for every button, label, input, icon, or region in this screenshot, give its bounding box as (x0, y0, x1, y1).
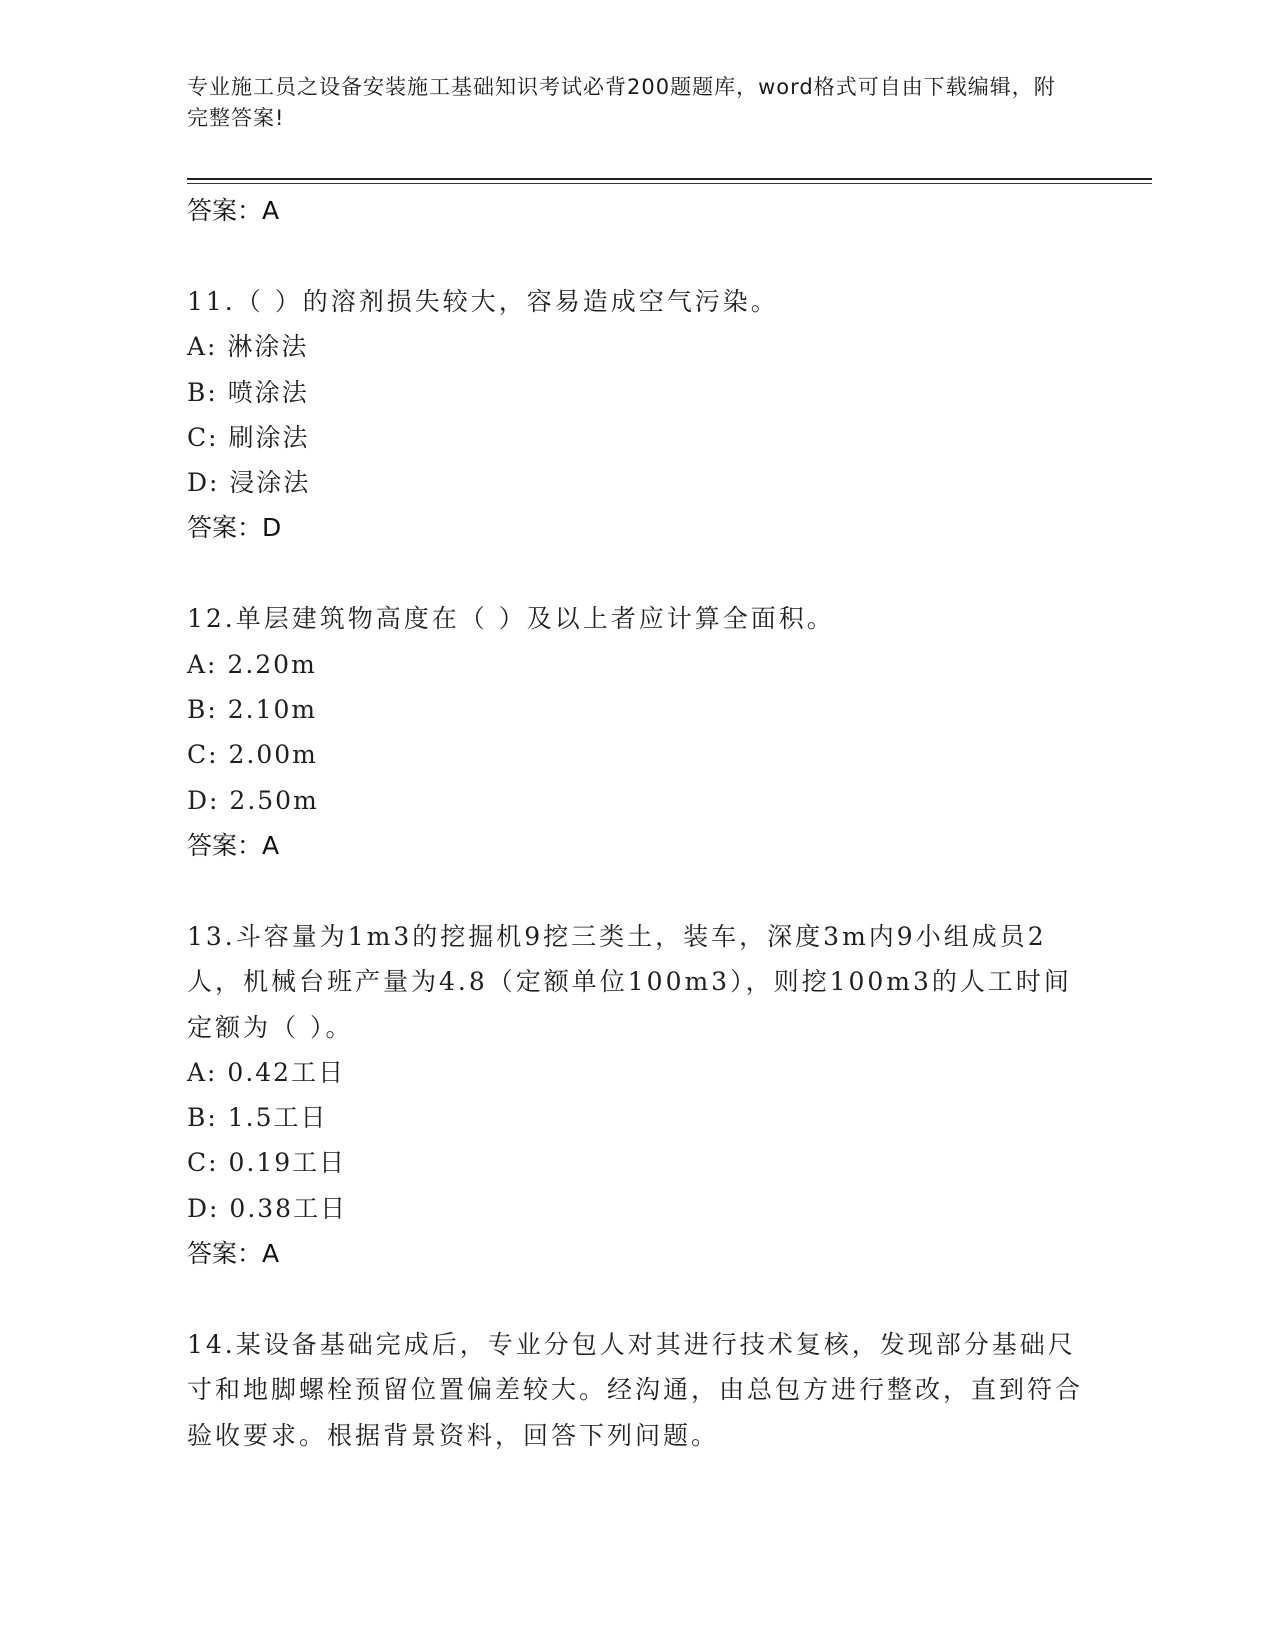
question-13 (187, 914, 1087, 1276)
option-d: D: 0.38工日 (187, 1193, 348, 1223)
option-c: C: 0.19工日 (187, 1148, 347, 1178)
question-text: 11.（ ）的溶剂损失较大，容易造成空气污染。 (187, 287, 779, 316)
answer-q11: 答案：D (187, 513, 282, 543)
option-b: B: 2.10m (187, 695, 318, 725)
question-text: 13.斗容量为1m3的挖掘机9挖三类土，装车，深度3m内9小组成员2人，机械台班产量为4.8（定额单位100m3），则挖100m3的人工时间定额为（ ）。 (187, 921, 1072, 1042)
question-text: 12.单层建筑物高度在（ ）及以上者应计算全面积。 (187, 604, 835, 634)
option-c: C: 2.00m (187, 740, 318, 770)
question-list (187, 188, 1087, 1458)
option-a: A: 0.42工日 (187, 1057, 346, 1087)
question-11 (187, 279, 1087, 550)
option-a: A: 2.20m (187, 649, 317, 679)
answer-q10: 答案：A (187, 196, 280, 225)
option-b: B: 1.5工日 (187, 1103, 328, 1133)
option-d: D: 2.50m (187, 785, 319, 815)
option-b: B: 喷涂法 (187, 377, 309, 407)
option-d: D: 浸涂法 (187, 468, 311, 498)
question-12 (187, 596, 1087, 867)
answer-q13: 答案：A (187, 1239, 280, 1269)
header-rule-thin (187, 183, 1152, 184)
option-c: C: 刷涂法 (187, 422, 310, 452)
option-a: A: 淋涂法 (187, 332, 309, 362)
header-rule-thick (187, 178, 1152, 180)
question-text: 14.某设备基础完成后，专业分包人对其进行技术复核，发现部分基础尺寸和地脚螺栓预留位置偏差较大。经沟通，由总包方进行整改，直到符合验收要求。根据背景资料，回答下列问题。 (187, 1330, 1084, 1450)
question-14 (187, 1322, 1087, 1458)
document-header: 专业施工员之设备安装施工基础知识考试必背200题题库，word格式可自由下载编辑，附完整答案! (187, 75, 1056, 130)
answer-q12: 答案：A (187, 830, 280, 860)
